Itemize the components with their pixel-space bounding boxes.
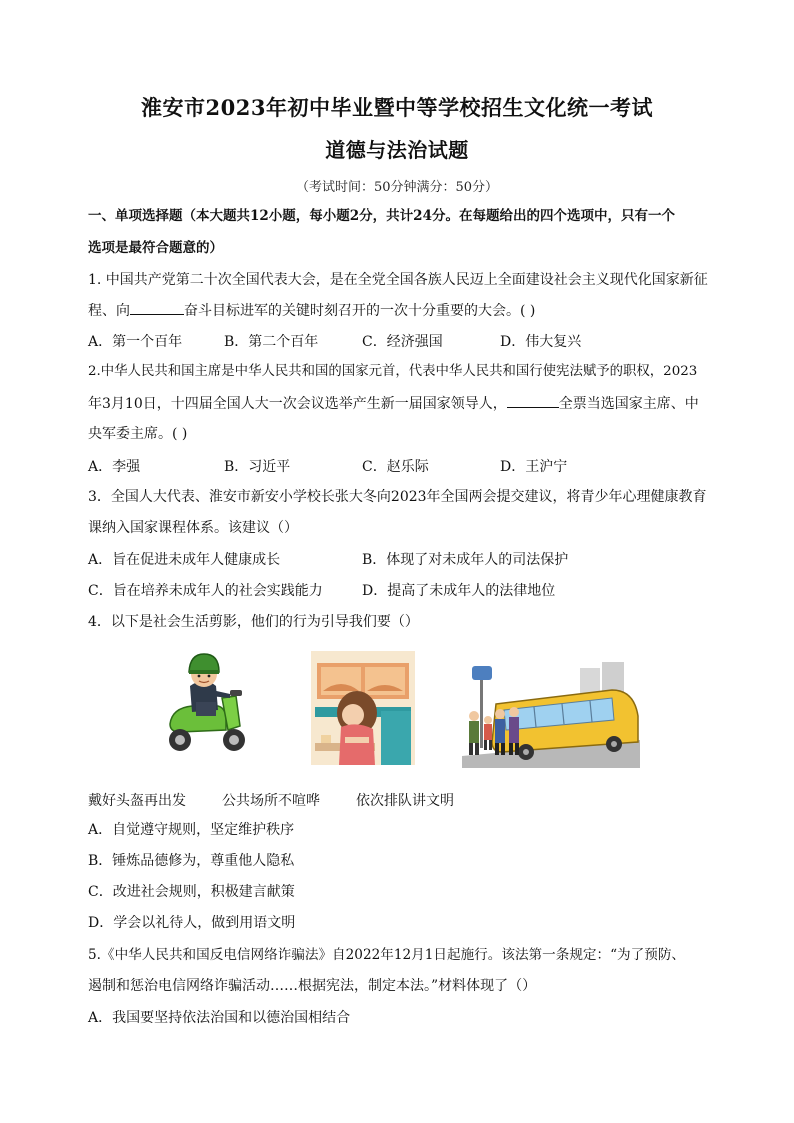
q2-stem-line3: 央军委主席。( ) xyxy=(88,426,188,442)
q1-option-b: B．第二个百年 xyxy=(224,334,319,350)
caption-quiet: 公共场所不喧哗 xyxy=(222,793,320,809)
q1-stem-line2-start: 程、向 xyxy=(88,303,130,319)
q1-option-a: A．第一个百年 xyxy=(88,334,183,350)
q2-option-b: B．习近平 xyxy=(224,459,291,475)
q1-stem-line2 xyxy=(88,300,535,321)
q2-stem-line1: 2.中华人民共和国主席是中华人民共和国的国家元首，代表中华人民共和国行使宪法赋予的职权，2023 xyxy=(88,364,698,379)
q5-option-a: A．我国要坚持依法治国和以德治国相结合 xyxy=(88,1010,351,1026)
subject-title: 道德与法治试题 xyxy=(325,138,469,162)
q4-option-a: A．自觉遵守规则，坚定维护秩序 xyxy=(88,822,295,838)
q1-option-c: C．经济强国 xyxy=(362,334,443,350)
q2-stem-line2 xyxy=(88,393,699,414)
queue-for-bus-illustration xyxy=(462,660,640,772)
q2-option-c: C．赵乐际 xyxy=(362,459,429,475)
q3-stem-line2: 课纳入国家课程体系。该建议（） xyxy=(88,520,298,536)
helmet-rider-illustration xyxy=(152,646,256,764)
q2-option-d: D．王沪宁 xyxy=(500,459,568,475)
q4-option-b: B．锤炼品德修为，尊重他人隐私 xyxy=(88,853,295,869)
q5-stem-line1: 5.《中华人民共和国反电信网络诈骗法》自2022年12月1日起施行。该法第一条规定：“为了预防、 xyxy=(88,947,686,963)
exam-info: （考试时间：50分钟满分：50分） xyxy=(295,180,499,195)
q2-answer-blank xyxy=(507,393,559,408)
q3-option-a: A．旨在促进未成年人健康成长 xyxy=(88,552,281,568)
exam-title: 淮安市2023年初中毕业暨中等学校招生文化统一考试 xyxy=(141,95,653,120)
q3-option-d: D．提高了未成年人的法律地位 xyxy=(362,583,556,599)
q1-stem-line2-end: 奋斗目标进军的关键时刻召开的一次十分重要的大会。( ) xyxy=(184,303,536,319)
q1-option-d: D．伟大复兴 xyxy=(500,334,582,350)
q5-stem-line2: 遏制和惩治电信网络诈骗活动……根据宪法，制定本法。”材料体现了（） xyxy=(88,978,537,994)
q2-stem-line2-start: 年3月10日，十四届全国人大一次会议选举产生新一届国家领导人， xyxy=(88,396,507,412)
q1-stem-line1: 1. 中国共产党第二十次全国代表大会，是在全党全国各族人民迈上全面建设社会主义现代化国家新征 xyxy=(88,272,708,288)
section-heading-line1: 一、单项选择题（本大题共12小题，每小题2分，共计24分。在每题给出的四个选项中，只有一个 xyxy=(88,208,675,224)
q2-stem-line2-end: 全票当选国家主席、中 xyxy=(558,396,699,412)
q4-stem: 4．以下是社会生活剪影，他们的行为引导我们要（） xyxy=(88,614,419,630)
q1-answer-blank xyxy=(130,300,184,315)
q3-option-b: B．体现了对未成年人的司法保护 xyxy=(362,552,569,568)
section-heading-line2: 选项是最符合题意的） xyxy=(88,240,223,256)
q2-option-a: A．李强 xyxy=(88,459,141,475)
q3-stem-line1: 3．全国人大代表、淮安市新安小学校长张大冬向2023年全国两会提交建议，将青少年心理健康教育 xyxy=(88,489,707,505)
q4-option-c: C．改进社会规则，积极建言献策 xyxy=(88,884,295,900)
q3-option-c: C．旨在培养未成年人的社会实践能力 xyxy=(88,583,323,599)
caption-helmet: 戴好头盔再出发 xyxy=(88,793,186,809)
q4-option-d: D．学会以礼待人，做到用语文明 xyxy=(88,915,296,931)
caption-queue: 依次排队讲文明 xyxy=(356,793,454,809)
quiet-public-place-illustration xyxy=(311,651,415,769)
